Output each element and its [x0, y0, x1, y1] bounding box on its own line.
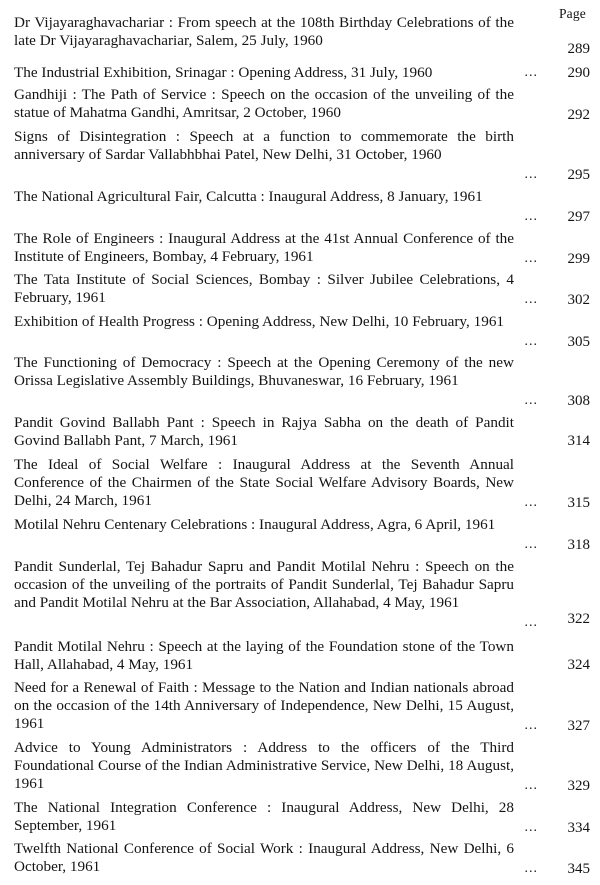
entry-page-number: 315 — [567, 495, 590, 511]
entry-page-number: 305 — [567, 334, 590, 350]
entry-title: Pandit Motilal Nehru : Speech at the laying of the Foundation stone of the Town Hall, Allahabad, 4 May, 1961 — [14, 638, 514, 674]
page-column-heading: Page — [558, 6, 586, 21]
dot-leader: ... — [524, 65, 538, 80]
dot-leader: ... — [524, 209, 538, 224]
entry-title: Need for a Renewal of Faith : Message to the Nation and Indian nationals abroad on the occasion of the 14th Anniversary of Independence, New Delhi, 15 August, 1961 — [14, 679, 514, 733]
entry-page-number: 327 — [567, 718, 590, 734]
dot-leader: ... — [524, 167, 538, 182]
entry-page-number: 297 — [567, 209, 590, 225]
entry-title: Advice to Young Administrators : Address to the officers of the Third Foundational Course of the Indian Administrative Service, New Delhi, 18 August, 1961 — [14, 739, 514, 793]
entry-title: The Functioning of Democracy : Speech at the Opening Ceremony of the new Orissa Legislative Assembly Buildings, Bhuvaneswar, 16 February, 1961 — [14, 354, 514, 390]
entry-title: The Tata Institute of Social Sciences, Bombay : Silver Jubilee Celebrations, 4 February, 1961 — [14, 271, 514, 307]
entry-page-number: 322 — [567, 611, 590, 627]
dot-leader: ... — [524, 495, 538, 510]
entry-title: Pandit Govind Ballabh Pant : Speech in Rajya Sabha on the death of Pandit Govind Ballabh Pant, 7 March, 1961 — [14, 414, 514, 450]
entry-page-number: 345 — [567, 861, 590, 877]
entry-page-number: 324 — [567, 657, 590, 673]
entry-title: Exhibition of Health Progress : Opening Address, New Delhi, 10 February, 1961 — [14, 313, 505, 330]
dot-leader: ... — [524, 615, 538, 630]
entry-title: Pandit Sunderlal, Tej Bahadur Sapru and Pandit Motilal Nehru : Speech on the occasion of the unveiling of the portraits of Pandit Sunderlal, Tej Bahadur Sapru and Pandit Motilal Nehru at the Bar Association, Allahabad, 4 May, 1961 — [14, 558, 514, 612]
entry-title: Motilal Nehru Centenary Celebrations : Inaugural Address, Agra, 6 April, 1961 — [14, 516, 496, 533]
entry-page-number: 289 — [567, 41, 590, 57]
entry-title: The Role of Engineers : Inaugural Address at the 41st Annual Conference of the Institute of Engineers, Bombay, 4 February, 1961 — [14, 230, 514, 266]
dot-leader: ... — [524, 537, 538, 552]
entry-page-number: 295 — [567, 167, 590, 183]
entry-page-number: 302 — [567, 292, 590, 308]
entry-page-number: 290 — [567, 65, 590, 81]
entry-title: The National Agricultural Fair, Calcutta : Inaugural Address, 8 January, 1961 — [14, 188, 483, 205]
dot-leader: ... — [524, 718, 538, 733]
entry-title: The Industrial Exhibition, Srinagar : Opening Address, 31 July, 1960 — [14, 64, 433, 81]
entry-title: Dr Vijayaraghavachariar : From speech at the 108th Birthday Celebrations of the late Dr Vijayaraghavachariar, Salem, 25 July, 1960 — [14, 14, 514, 50]
dot-leader: ... — [524, 251, 538, 266]
entry-title: The National Integration Conference : Inaugural Address, New Delhi, 28 September, 1961 — [14, 799, 514, 835]
dot-leader: ... — [524, 334, 538, 349]
dot-leader: ... — [524, 778, 538, 793]
dot-leader: ... — [524, 393, 538, 408]
entry-page-number: 329 — [567, 778, 590, 794]
entry-page-number: 299 — [567, 251, 590, 267]
entry-page-number: 318 — [567, 537, 590, 553]
dot-leader: ... — [524, 820, 538, 835]
entry-title: Signs of Disintegration : Speech at a function to commemorate the birth anniversary of Sardar Vallabhbhai Patel, New Delhi, 31 October, 1960 — [14, 128, 514, 164]
entry-title: Twelfth National Conference of Social Work : Inaugural Address, New Delhi, 6 October, 1961 — [14, 840, 514, 876]
dot-leader: ... — [524, 861, 538, 876]
dot-leader: ... — [524, 292, 538, 307]
entry-title: Gandhiji : The Path of Service : Speech on the occasion of the unveiling of the statue of Mahatma Gandhi, Amritsar, 2 October, 1960 — [14, 86, 514, 122]
entry-page-number: 292 — [567, 107, 590, 123]
entry-title: The Ideal of Social Welfare : Inaugural Address at the Seventh Annual Conference of the Chairmen of the State Social Welfare Advisory Boards, New Delhi, 24 March, 1961 — [14, 456, 514, 510]
entry-page-number: 308 — [567, 393, 590, 409]
entry-page-number: 334 — [567, 820, 590, 836]
entry-page-number: 314 — [567, 433, 590, 449]
